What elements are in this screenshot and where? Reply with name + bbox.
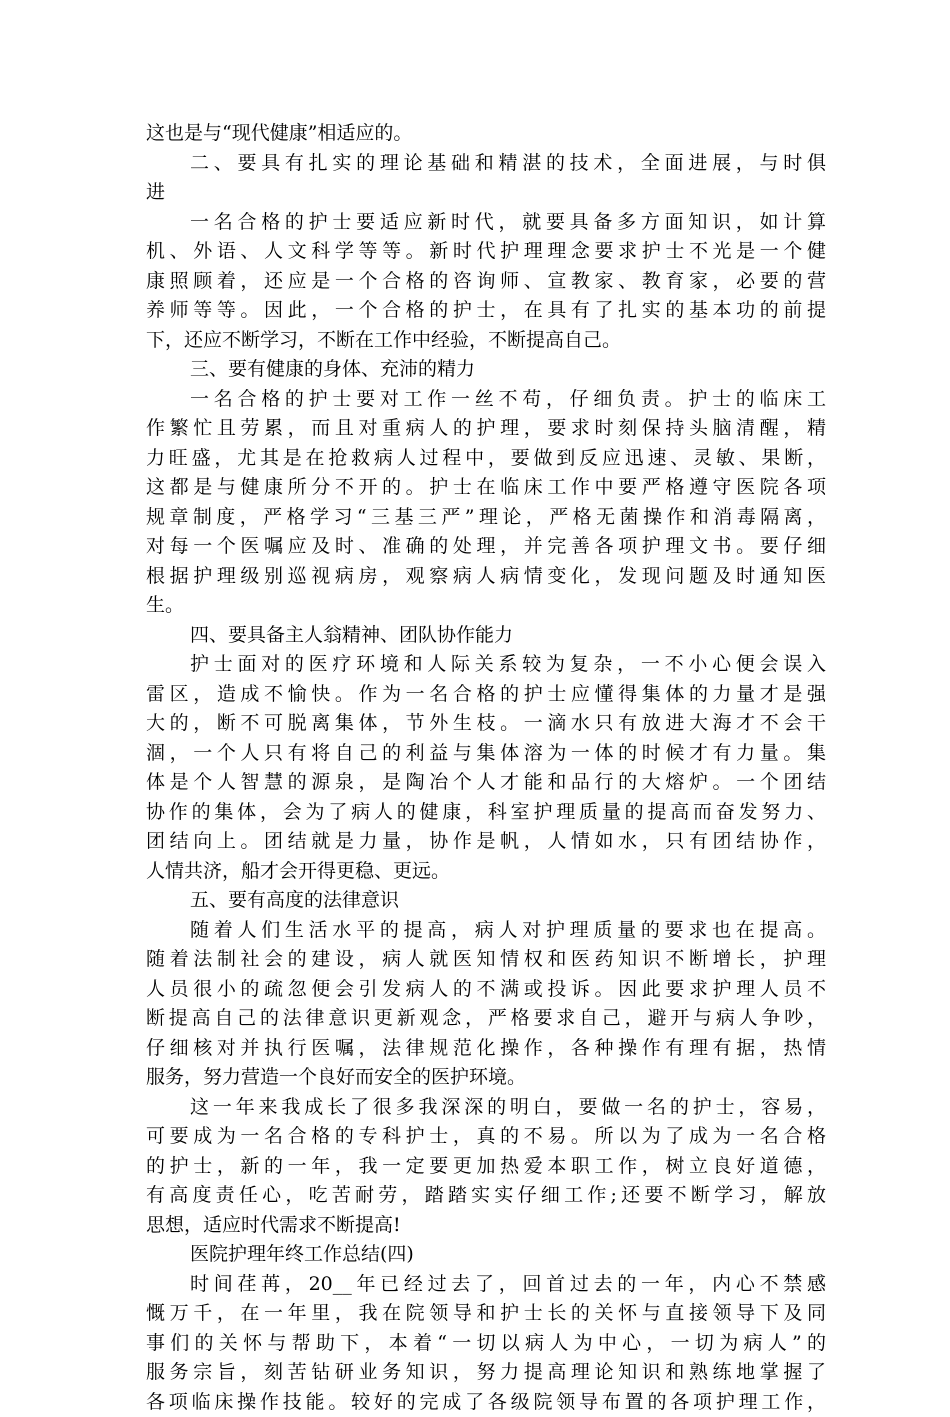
text-line: 慨万千，在一年里，我在院领导和护士长的关怀与直接领导下及同 [146, 1299, 826, 1329]
text-line: 服务宗旨，刻苦钻研业务知识，努力提高理论知识和熟练地掌握了 [146, 1358, 826, 1388]
text-line: 这都是与健康所分不开的。护士在临床工作中要严格遵守医院各项 [146, 473, 826, 503]
paragraph-first-line: 医院护理年终工作总结(四) [146, 1240, 826, 1270]
paragraph-first-line: 三、要有健康的身体、充沛的精力 [146, 355, 826, 385]
text-line: 规章制度，严格学习“三基三严”理论，严格无菌操作和消毒隔离， [146, 503, 826, 533]
text-line: 下，还应不断学习，不断在工作中经验，不断提高自己。 [146, 326, 826, 356]
text-line: 生。 [146, 591, 826, 621]
text-line: 仔细核对并执行医嘱，法律规范化操作，各种操作有理有据，热情 [146, 1034, 826, 1064]
paragraph-first-line: 随着人们生活水平的提高，病人对护理质量的要求也在提高。 [146, 916, 826, 946]
paragraph-first-line: 护士面对的医疗环境和人际关系较为复杂，一不小心便会误入 [146, 650, 826, 680]
text-line: 事们的关怀与帮助下，本着“一切以病人为中心，一切为病人”的 [146, 1329, 826, 1359]
text-line: 进 [146, 178, 826, 208]
text-line: 人情共济，船才会开得更稳、更远。 [146, 857, 826, 887]
text-line: 雷区，造成不愉快。作为一名合格的护士应懂得集体的力量才是强 [146, 680, 826, 710]
text-line: 涸，一个人只有将自己的利益与集体溶为一体的时候才有力量。集 [146, 739, 826, 769]
text-line: 大的，断不可脱离集体，节外生枝。一滴水只有放进大海才不会干 [146, 709, 826, 739]
text-line: 康照顾着，还应是一个合格的咨询师、宣教家、教育家，必要的营 [146, 267, 826, 297]
text-line: 对每一个医嘱应及时、准确的处理，并完善各项护理文书。要仔细 [146, 532, 826, 562]
text-line: 根据护理级别巡视病房，观察病人病情变化，发现问题及时通知医 [146, 562, 826, 592]
text-line: 各项临床操作技能。较好的完成了各级院领导布置的各项护理工作， [146, 1388, 826, 1417]
text-line: 协作的集体，会为了病人的健康，科室护理质量的提高而奋发努力、 [146, 798, 826, 828]
text-line: 作繁忙且劳累，而且对重病人的护理，要求时刻保持头脑清醒，精 [146, 414, 826, 444]
paragraph-first-line: 一名合格的护士要适应新时代，就要具备多方面知识，如计算 [146, 208, 826, 238]
paragraph-first-line: 二、要具有扎实的理论基础和精湛的技术，全面进展，与时俱 [146, 149, 826, 179]
text-line: 人员很小的疏忽便会引发病人的不满或投诉。因此要求护理人员不 [146, 975, 826, 1005]
text-line: 随着法制社会的建设，病人就医知情权和医药知识不断增长，护理 [146, 945, 826, 975]
document-body [146, 119, 826, 1417]
text-line: 体是个人智慧的源泉，是陶冶个人才能和品行的大熔炉。一个团结 [146, 768, 826, 798]
text-line: 团结向上。团结就是力量，协作是帆，人情如水，只有团结协作， [146, 827, 826, 857]
text-line: 服务，努力营造一个良好而安全的医护环境。 [146, 1063, 826, 1093]
paragraph-first-line: 四、要具备主人翁精神、团队协作能力 [146, 621, 826, 651]
text-line: 可要成为一名合格的专科护士，真的不易。所以为了成为一名合格 [146, 1122, 826, 1152]
text-line: 力旺盛，尤其是在抢救病人过程中，要做到反应迅速、灵敏、果断， [146, 444, 826, 474]
paragraph-first-line: 时间荏苒，20__年已经过去了，回首过去的一年，内心不禁感 [146, 1270, 826, 1300]
text-line: 这也是与“现代健康”相适应的。 [146, 119, 826, 149]
paragraph-first-line: 五、要有高度的法律意识 [146, 886, 826, 916]
text-line: 断提高自己的法律意识更新观念，严格要求自己，避开与病人争吵， [146, 1004, 826, 1034]
text-line: 有高度责任心，吃苦耐劳，踏踏实实仔细工作;还要不断学习，解放 [146, 1181, 826, 1211]
text-line: 思想，适应时代需求不断提高! [146, 1211, 826, 1241]
paragraph-first-line: 一名合格的护士要对工作一丝不苟，仔细负责。护士的临床工 [146, 385, 826, 415]
text-line: 的护士，新的一年，我一定要更加热爱本职工作，树立良好道德， [146, 1152, 826, 1182]
paragraph-first-line: 这一年来我成长了很多我深深的明白，要做一名的护士，容易， [146, 1093, 826, 1123]
text-line: 机、外语、人文科学等等。新时代护理理念要求护士不光是一个健 [146, 237, 826, 267]
text-line: 养师等等。因此，一个合格的护士，在具有了扎实的基本功的前提 [146, 296, 826, 326]
